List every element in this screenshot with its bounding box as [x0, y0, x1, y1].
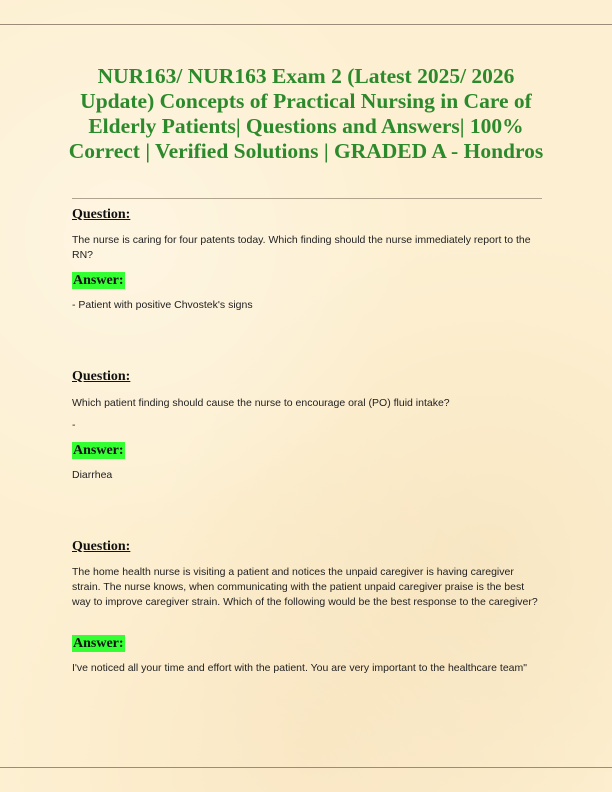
answer-label: Answer: — [73, 636, 124, 651]
question-label: Question: — [72, 207, 131, 222]
question-label: Question: — [72, 539, 131, 554]
answer-text: - Patient with positive Chvostek's signs — [72, 299, 253, 311]
question-extra: - — [72, 419, 76, 431]
bottom-divider — [0, 767, 612, 768]
answer-text: I've noticed all your time and effort with the patient. You are very important to the healthcare team" — [72, 662, 527, 674]
answer-label: Answer: — [73, 443, 124, 458]
question-text: The nurse is caring for four patents today. Which finding should the nurse immediately report to the RN? — [72, 234, 531, 261]
document-title: NUR163/ NUR163 Exam 2 (Latest 2025/ 2026 Update) Concepts of Practical Nursing in Care of Elderly Patients| Questions and Answers| 100% Correct | Verified Solutions | GRADED A - Hondros — [68, 64, 544, 163]
question-text: Which patient finding should cause the nurse to encourage oral (PO) fluid intake? — [72, 397, 450, 409]
answer-text: Diarrhea — [72, 469, 113, 481]
question-text: The home health nurse is visiting a patient and notices the unpaid caregiver is having caregiver strain. The nurse knows, when communicating with the patient unpaid caregiver praise is the best way to improve caregiver strain. Which of the following would be the best response to the caregiver? — [72, 566, 538, 608]
answer-label: Answer: — [73, 273, 124, 288]
question-label: Question: — [72, 369, 131, 384]
top-divider — [0, 24, 612, 25]
title-divider — [72, 198, 542, 199]
